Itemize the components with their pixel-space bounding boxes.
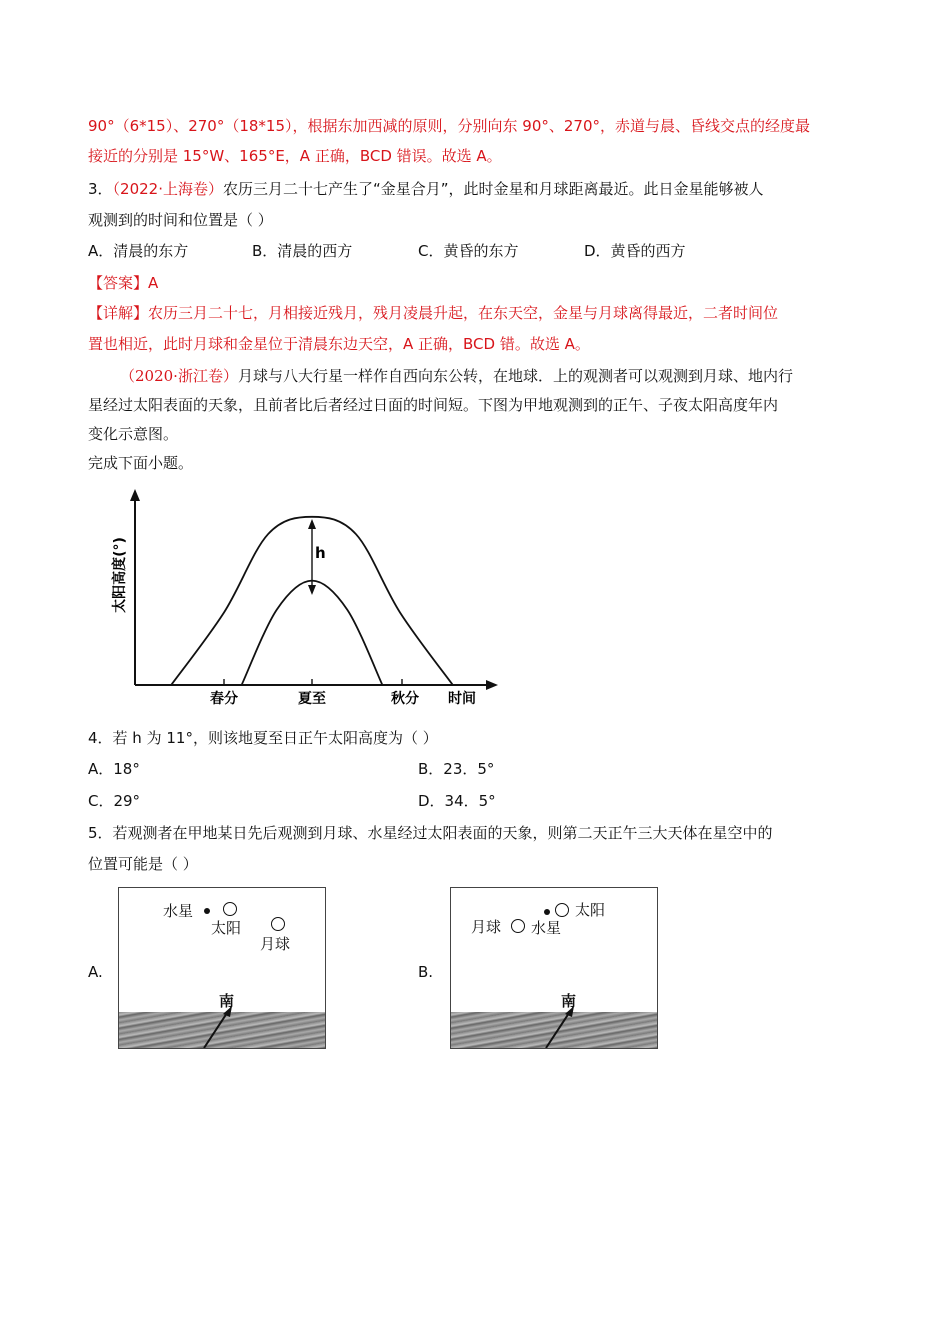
south-arrow-icon: [541, 1006, 581, 1049]
intro-text: 月球与八大行星一样作自西向东公转，在地球．上的观测者可以观测到月球、地内行: [237, 367, 793, 385]
detail-text: 农历三月二十七，月相接近残月，残月凌晨升起，在东天空，金星与月球离得最近，二者时间位: [148, 304, 779, 322]
question-source: （2022·上海卷）: [112, 180, 223, 198]
moon-label: 月球: [260, 935, 291, 953]
q5-figure-a: [118, 887, 326, 1049]
explanation-line: 90°（6*15）、270°（18*15），根据东加西减的原则，分别向东 90°、270°，赤道与晨、昏线交点的经度最: [88, 117, 811, 135]
detail-tag: 【详解】: [88, 304, 149, 322]
tick-label-autumn: 秋分: [391, 691, 419, 707]
y-axis-label: 太阳高度(°): [112, 537, 128, 613]
detail-line: [88, 303, 778, 323]
y-axis-arrow: [130, 489, 140, 501]
explanation-line: 接近的分别是 15°W、165°E，A 正确，BCD 错误。故选 A。: [88, 147, 502, 165]
question-number: 3．: [88, 180, 113, 198]
moon-icon: [271, 917, 285, 931]
x-axis-arrow: [486, 680, 498, 690]
midnight-altitude-curve: [242, 581, 383, 685]
mercury-icon: [204, 908, 210, 914]
tick-label-summer: 夏至: [298, 691, 326, 707]
intro-line: [120, 366, 793, 386]
q4-option-d: D．34．5°: [418, 792, 496, 810]
south-arrow-icon: [199, 1006, 239, 1049]
question-4-stem: 4．若 h 为 11°，则该地夏至日正午太阳高度为（ ）: [88, 729, 438, 747]
mercury-label: 水星: [531, 919, 562, 937]
q5-figure-b: [450, 887, 658, 1049]
answer-value: A: [148, 274, 159, 292]
sun-icon: [223, 902, 237, 916]
intro-line-4: 完成下面小题。: [88, 454, 194, 472]
stem-text: 农历三月二十七产生了“金星合月”，此时金星和月球距离最近。此日金星能够被人: [223, 180, 764, 198]
option-b: B．清晨的西方: [252, 242, 353, 260]
q4-option-c: C．29°: [88, 792, 141, 810]
south-label: 南: [219, 992, 235, 1010]
moon-label: 月球: [471, 918, 502, 936]
question-3-stem: [88, 179, 764, 199]
q4-option-a: A．18°: [88, 760, 140, 778]
option-d: D．黄昏的西方: [584, 242, 686, 260]
question-5-stem-cont: 位置可能是（ ）: [88, 855, 198, 873]
question-3-stem-cont: 观测到的时间和位置是（ ）: [88, 211, 273, 229]
detail-line-2: 置也相近，此时月球和金星位于清晨东边天空，A 正确，BCD 错。故选 A。: [88, 335, 590, 353]
answer-line: [88, 273, 158, 293]
sun-altitude-chart: [100, 485, 510, 715]
mercury-label: 水星: [163, 902, 194, 920]
option-c: C．黄昏的东方: [418, 242, 519, 260]
h-arrow-head-bottom: [308, 585, 316, 595]
q5-option-b-label: B.: [418, 963, 434, 981]
question-5-stem: 5．若观测者在甲地某日先后观测到月球、水星经过太阳表面的天象，则第二天正午三大天体在星空中的: [88, 824, 773, 842]
intro-source: （2020·浙江卷）: [120, 367, 238, 385]
h-label: h: [315, 544, 326, 562]
x-axis-label: 时间: [448, 691, 476, 707]
sun-icon: [555, 903, 569, 917]
intro-line-3: 变化示意图。: [88, 425, 179, 443]
tick-label-spring: 春分: [210, 691, 238, 707]
south-label: 南: [561, 992, 577, 1010]
mercury-icon: [544, 909, 550, 915]
option-a: A．清晨的东方: [88, 242, 189, 260]
q4-option-b: B．23．5°: [418, 760, 495, 778]
moon-icon: [511, 919, 525, 933]
q5-option-a-label: A.: [88, 963, 103, 981]
answer-tag: 【答案】: [88, 274, 149, 292]
h-arrow-head-top: [308, 519, 316, 529]
sun-label: 太阳: [575, 901, 606, 919]
sun-label: 太阳: [211, 919, 242, 937]
intro-line-2: 星经过太阳表面的天象，且前者比后者经过日面的时间短。下图为甲地观测到的正午、子夜太阳高度年内: [88, 396, 779, 414]
